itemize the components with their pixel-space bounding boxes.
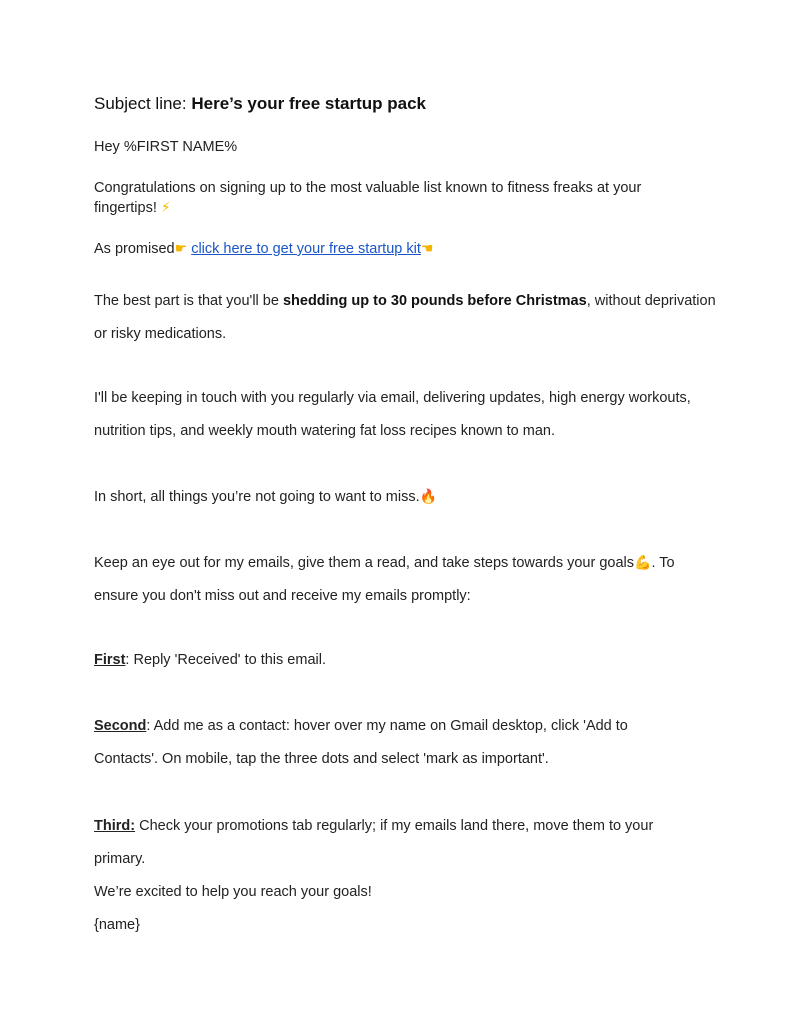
- eye-prefix: Keep an eye out for my emails, give them a read, and take steps towards your goals: [94, 555, 635, 571]
- point-right-icon: ☛: [174, 241, 188, 257]
- promise-line: [94, 239, 714, 259]
- startup-kit-link[interactable]: click here to get your free startup kit: [191, 241, 421, 257]
- second-label: Second: [94, 718, 147, 734]
- muscle-icon: 💪: [634, 555, 652, 571]
- subject-line: [94, 94, 714, 114]
- lightning-icon: ⚡: [160, 200, 171, 216]
- second-step-line-1: [94, 716, 714, 736]
- best-part-prefix: The best part is that you'll be: [94, 293, 283, 309]
- fire-icon: 🔥: [419, 489, 438, 505]
- closing-line: We’re excited to help you reach your goals!: [94, 884, 372, 900]
- third-label: Third:: [94, 818, 136, 834]
- congrats-line-2: [94, 198, 714, 218]
- third-text-1: Check your promotions tab regularly; if my emails land there, move them to your: [135, 818, 654, 834]
- touch-line-1: I'll be keeping in touch with you regularly via email, delivering updates, high energy workouts,: [94, 390, 691, 406]
- greeting: Hey %FIRST NAME%: [94, 139, 238, 155]
- second-text-1: : Add me as a contact: hover over my name on Gmail desktop, click 'Add to: [146, 718, 628, 734]
- signature: {name}: [94, 917, 140, 933]
- eye-suffix: . To: [651, 555, 675, 571]
- best-part-suffix: , without deprivation: [586, 293, 716, 309]
- third-step-line-2: primary.: [94, 851, 146, 867]
- first-step: [94, 650, 714, 670]
- third-step-line-1: [94, 816, 714, 836]
- best-part-line-2: or risky medications.: [94, 326, 227, 342]
- first-label: First: [94, 652, 126, 668]
- short-text: In short, all things you’re not going to want to miss.: [94, 489, 420, 505]
- second-step-line-2: Contacts'. On mobile, tap the three dots and select 'mark as important'.: [94, 751, 549, 767]
- subject-label: Subject line:: [94, 94, 187, 113]
- touch-line-2: nutrition tips, and weekly mouth watering fat loss recipes known to man.: [94, 423, 556, 439]
- promise-prefix: As promised: [94, 241, 175, 257]
- point-left-icon: ☚: [420, 241, 434, 257]
- subject-text: Here’s your free startup pack: [191, 94, 426, 113]
- short-line: [94, 487, 714, 507]
- first-text: : Reply 'Received' to this email.: [125, 652, 326, 668]
- best-part-line-1: [94, 291, 714, 311]
- congrats-text: fingertips!: [94, 200, 157, 216]
- eye-line-1: [94, 553, 714, 573]
- eye-line-2: ensure you don't miss out and receive my emails promptly:: [94, 588, 471, 604]
- congrats-line-1: Congratulations on signing up to the most valuable list known to fitness freaks at your: [94, 180, 642, 196]
- best-part-bold: shedding up to 30 pounds before Christmas: [282, 293, 587, 309]
